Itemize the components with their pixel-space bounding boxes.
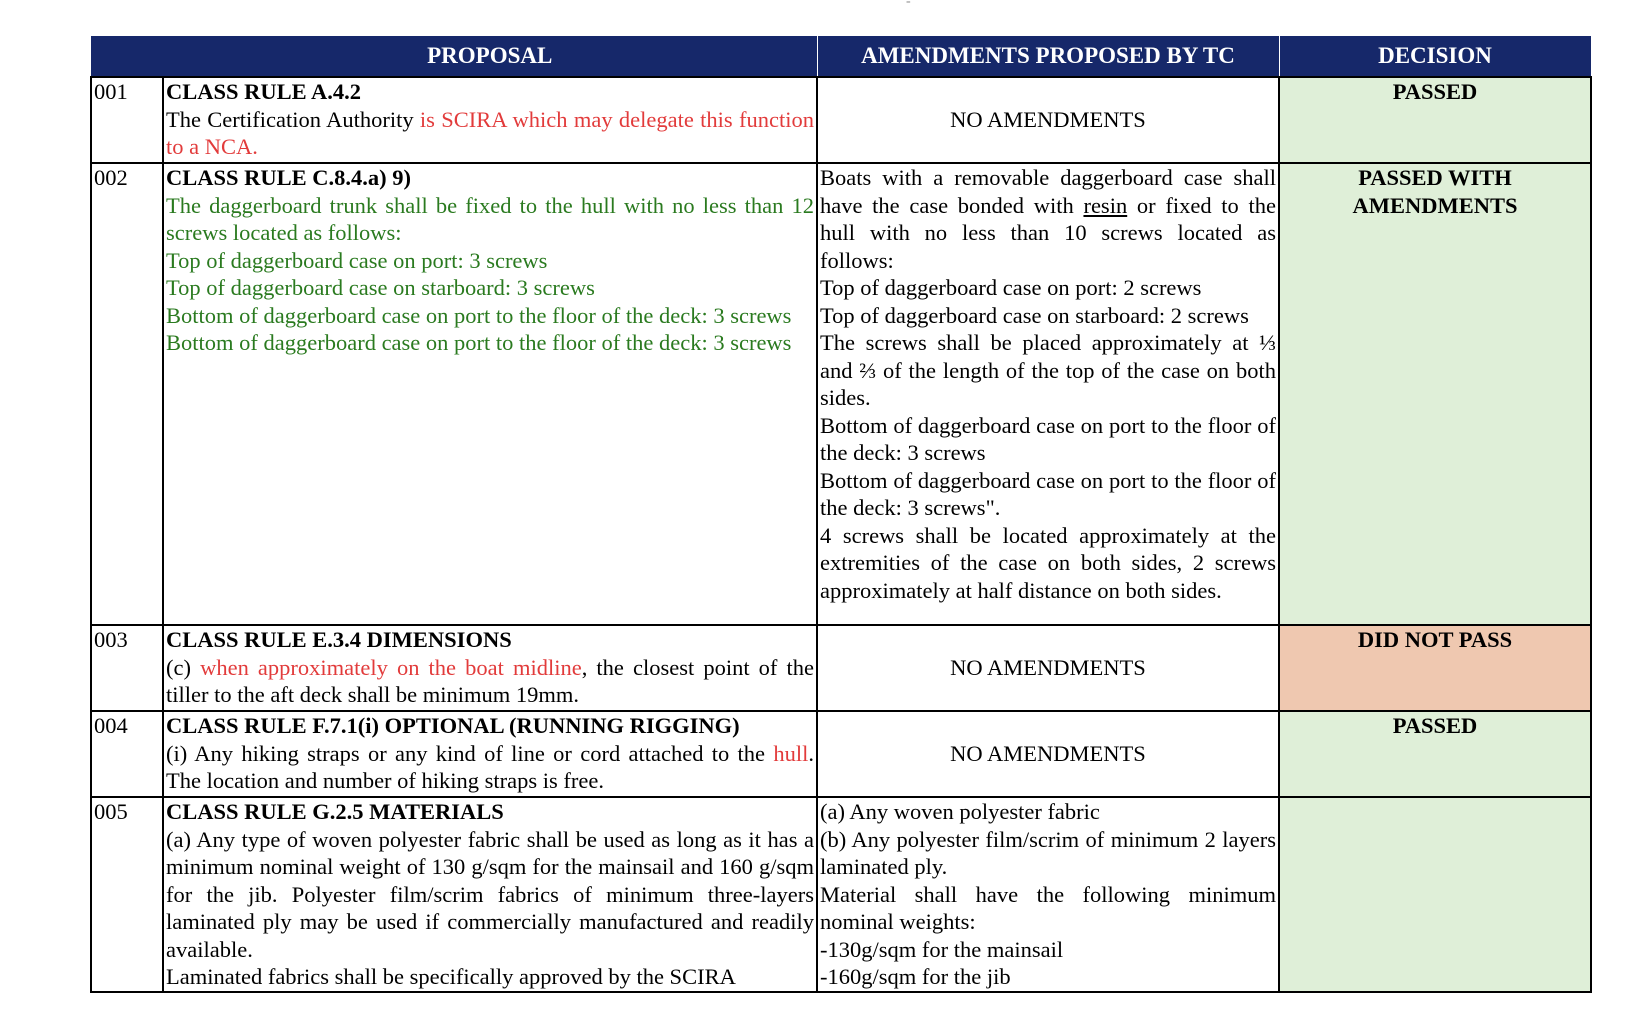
proposal-line: Bottom of daggerboard case on port to the floor of the deck: 3 screws bbox=[166, 302, 792, 328]
amendment-line: (a) Any woven polyester fabric bbox=[820, 799, 1100, 824]
amendments-cell: NO AMENDMENTS bbox=[817, 711, 1279, 797]
amendment-line: The screws shall be placed approximately at ⅓ and ⅔ of the length of the top of the case on both sides. bbox=[820, 330, 1276, 410]
amendments-column-header: AMENDMENTS PROPOSED BY TC bbox=[817, 36, 1279, 77]
proposal-text: The Certification Authority bbox=[166, 106, 420, 132]
proposal-line: The daggerboard trunk shall be fixed to the hull with no less than 12 screws located as follows: bbox=[166, 192, 814, 245]
page-top-mark: - bbox=[906, 0, 911, 9]
amendment-line: Top of daggerboard case on port: 2 screws bbox=[820, 275, 1202, 300]
amendments-cell bbox=[817, 163, 1279, 625]
proposal-text: (a) Any type of woven polyester fabric shall be used as long as it has a minimum nominal weight of 130 g/sqm for the mainsail and 160 g/sqm for the jib. Polyester film/scrim fabrics of minimum three-layers laminated ply may be used if commercially manufactured and readily available. bbox=[166, 826, 814, 962]
amendment-line: Bottom of daggerboard case on port to the floor of the deck: 3 screws". bbox=[820, 467, 1276, 520]
table-row bbox=[91, 797, 1591, 992]
decisions-table bbox=[90, 36, 1592, 993]
table-row bbox=[91, 77, 1591, 163]
amendment-underlined-term: resin bbox=[1083, 192, 1128, 218]
amendment-line: Top of daggerboard case on starboard: 2 screws bbox=[820, 302, 1249, 328]
decision-column-header: DECISION bbox=[1279, 36, 1591, 77]
rule-title: CLASS RULE A.4.2 bbox=[166, 79, 362, 104]
decision-cell: PASSED bbox=[1279, 77, 1591, 163]
proposal-cell bbox=[163, 625, 817, 711]
rule-title: CLASS RULE G.2.5 MATERIALS bbox=[166, 799, 504, 824]
amendment-line: -160g/sqm for the jib bbox=[820, 964, 1011, 989]
id-column-header bbox=[91, 36, 163, 77]
amendments-cell: NO AMENDMENTS bbox=[817, 77, 1279, 163]
amendment-intro bbox=[820, 164, 1276, 274]
amendment-line: Material shall have the following minimum nominal weights: bbox=[820, 881, 1276, 934]
amendment-line: 4 screws shall be located approximately at the extremities of the case on both sides, 2 screws approximately at half distance on both sides. bbox=[820, 522, 1276, 603]
proposal-number: 003 bbox=[91, 625, 163, 711]
proposal-cell bbox=[163, 797, 817, 992]
table-row bbox=[91, 625, 1591, 711]
proposal-line: Top of daggerboard case on starboard: 3 screws bbox=[166, 275, 595, 300]
proposal-column-header: PROPOSAL bbox=[163, 36, 817, 77]
decision-cell: PASSED WITH AMENDMENTS bbox=[1279, 163, 1591, 625]
proposal-change-text: when approximately on the boat midline bbox=[200, 654, 582, 680]
table-row bbox=[91, 711, 1591, 797]
proposal-number: 004 bbox=[91, 711, 163, 797]
proposal-change-text: is SCIRA which may delegate this function to a NCA. bbox=[166, 106, 814, 159]
proposal-number: 002 bbox=[91, 163, 163, 625]
proposal-text: Laminated fabrics shall be specifically approved by the SCIRA bbox=[166, 964, 736, 989]
proposal-change-text: hull bbox=[773, 740, 809, 766]
amendments-cell bbox=[817, 797, 1279, 992]
rule-title: CLASS RULE E.3.4 DIMENSIONS bbox=[166, 627, 512, 652]
proposal-cell bbox=[163, 711, 817, 797]
amendment-line: (b) Any polyester film/scrim of minimum 2 layers laminated ply. bbox=[820, 826, 1276, 879]
proposal-line: Top of daggerboard case on port: 3 screws bbox=[166, 247, 548, 273]
amendment-line: -130g/sqm for the mainsail bbox=[820, 936, 1064, 962]
proposal-cell bbox=[163, 163, 817, 625]
amendment-line: Bottom of daggerboard case on port to the floor of the deck: 3 screws bbox=[820, 412, 1276, 465]
proposal-text: . The location and number of hiking straps is free. bbox=[166, 740, 814, 793]
proposal-text: (c) bbox=[166, 654, 201, 680]
proposal-cell bbox=[163, 77, 817, 163]
rule-title: CLASS RULE C.8.4.a) 9) bbox=[166, 165, 412, 190]
decision-cell: PASSED bbox=[1279, 711, 1591, 797]
proposal-text: , the closest point of the tiller to the aft deck shall be minimum 19mm. bbox=[166, 654, 814, 707]
proposal-number: 001 bbox=[91, 77, 163, 163]
rule-title: CLASS RULE F.7.1(i) OPTIONAL (RUNNING RIGGING) bbox=[166, 713, 740, 738]
amendment-intro-text: or fixed to the hull with no less than 10 screws located as follows: bbox=[820, 192, 1276, 273]
proposal-number: 005 bbox=[91, 797, 163, 992]
decision-cell: DID NOT PASS bbox=[1279, 625, 1591, 711]
decision-cell bbox=[1279, 797, 1591, 992]
proposal-text: (i) Any hiking straps or any kind of line or cord attached to the bbox=[166, 740, 774, 766]
table-header-row bbox=[91, 36, 1591, 77]
amendments-cell: NO AMENDMENTS bbox=[817, 625, 1279, 711]
amendment-intro-text: Boats with a removable daggerboard case shall have the case bonded with bbox=[820, 165, 1276, 218]
table-row bbox=[91, 163, 1591, 625]
proposal-line: Bottom of daggerboard case on port to the floor of the deck: 3 screws bbox=[166, 330, 792, 355]
